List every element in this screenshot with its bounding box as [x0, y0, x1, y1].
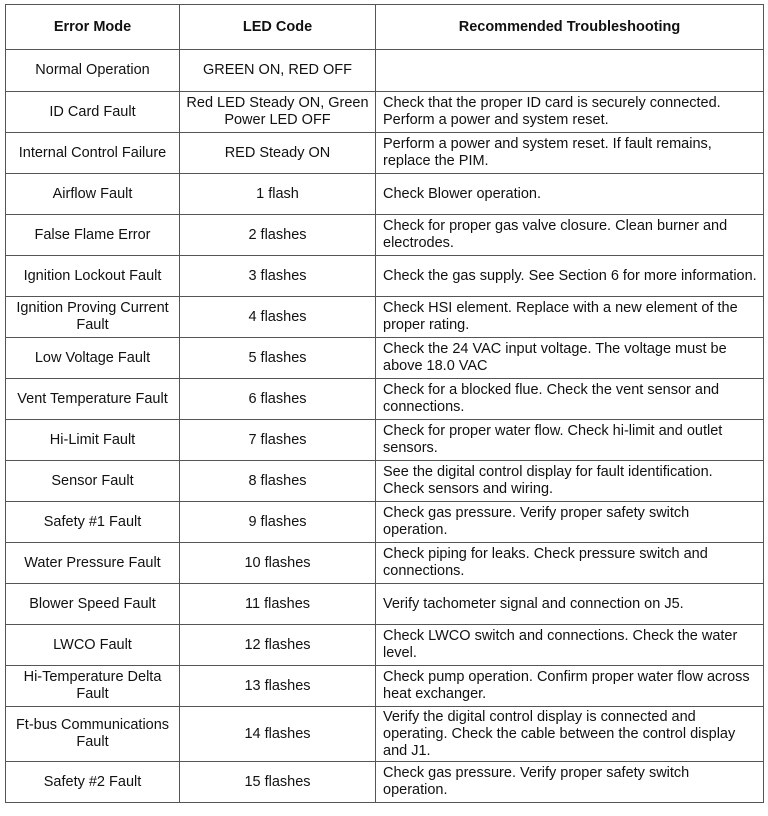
troubleshooting-cell: Verify tachometer signal and connection on J5.	[376, 584, 764, 625]
error-mode-cell: Ignition Lockout Fault	[6, 256, 180, 297]
table-row	[6, 133, 764, 174]
error-mode-cell: Vent Temperature Fault	[6, 379, 180, 420]
table-row	[6, 502, 764, 543]
error-mode-cell: Water Pressure Fault	[6, 543, 180, 584]
led-code-cell: 4 flashes	[180, 297, 376, 338]
led-code-cell: 9 flashes	[180, 502, 376, 543]
table-row	[6, 379, 764, 420]
table-row	[6, 174, 764, 215]
table-row	[6, 297, 764, 338]
table-row	[6, 420, 764, 461]
header-led-code: LED Code	[180, 5, 376, 50]
led-code-cell: 3 flashes	[180, 256, 376, 297]
led-code-cell: 15 flashes	[180, 762, 376, 803]
troubleshooting-table	[5, 4, 764, 803]
troubleshooting-cell: Check for proper gas valve closure. Clean burner and electrodes.	[376, 215, 764, 256]
troubleshooting-cell: Perform a power and system reset. If fault remains, replace the PIM.	[376, 133, 764, 174]
table-row	[6, 50, 764, 92]
troubleshooting-cell: Check LWCO switch and connections. Check the water level.	[376, 625, 764, 666]
header-error-mode: Error Mode	[6, 5, 180, 50]
led-code-cell: RED Steady ON	[180, 133, 376, 174]
troubleshooting-cell: Check the gas supply. See Section 6 for more information.	[376, 256, 764, 297]
led-code-cell: 12 flashes	[180, 625, 376, 666]
error-mode-cell: Hi-Limit Fault	[6, 420, 180, 461]
led-code-cell: 14 flashes	[180, 707, 376, 762]
troubleshooting-cell: Check for proper water flow. Check hi-limit and outlet sensors.	[376, 420, 764, 461]
table-row	[6, 92, 764, 133]
error-mode-cell: Ft-bus Communications Fault	[6, 707, 180, 762]
error-mode-cell: Safety #1 Fault	[6, 502, 180, 543]
troubleshooting-cell: See the digital control display for fault identification. Check sensors and wiring.	[376, 461, 764, 502]
table-row	[6, 584, 764, 625]
table-header-row	[6, 5, 764, 50]
error-mode-cell: Internal Control Failure	[6, 133, 180, 174]
troubleshooting-cell: Check HSI element. Replace with a new element of the proper rating.	[376, 297, 764, 338]
led-code-cell: 13 flashes	[180, 666, 376, 707]
troubleshooting-cell: Check the 24 VAC input voltage. The voltage must be above 18.0 VAC	[376, 338, 764, 379]
table-row	[6, 461, 764, 502]
table-row	[6, 707, 764, 762]
error-mode-cell: LWCO Fault	[6, 625, 180, 666]
led-code-cell: 11 flashes	[180, 584, 376, 625]
table-row	[6, 215, 764, 256]
led-code-cell: 5 flashes	[180, 338, 376, 379]
error-mode-cell: Low Voltage Fault	[6, 338, 180, 379]
error-mode-cell: Airflow Fault	[6, 174, 180, 215]
table-row	[6, 625, 764, 666]
troubleshooting-cell: Check pump operation. Confirm proper water flow across heat exchanger.	[376, 666, 764, 707]
led-code-cell: Red LED Steady ON, Green Power LED OFF	[180, 92, 376, 133]
table-row	[6, 762, 764, 803]
troubleshooting-cell: Check that the proper ID card is securely connected. Perform a power and system reset.	[376, 92, 764, 133]
led-code-cell: GREEN ON, RED OFF	[180, 50, 376, 92]
error-mode-cell: Normal Operation	[6, 50, 180, 92]
troubleshooting-cell: Check gas pressure. Verify proper safety switch operation.	[376, 502, 764, 543]
troubleshooting-cell: Check Blower operation.	[376, 174, 764, 215]
error-mode-cell: Ignition Proving Current Fault	[6, 297, 180, 338]
led-code-cell: 8 flashes	[180, 461, 376, 502]
troubleshooting-cell: Check piping for leaks. Check pressure switch and connections.	[376, 543, 764, 584]
led-code-cell: 10 flashes	[180, 543, 376, 584]
troubleshooting-cell: Check gas pressure. Verify proper safety switch operation.	[376, 762, 764, 803]
error-mode-cell: ID Card Fault	[6, 92, 180, 133]
led-code-cell: 7 flashes	[180, 420, 376, 461]
error-mode-cell: Hi-Temperature Delta Fault	[6, 666, 180, 707]
header-recommended-troubleshooting: Recommended Troubleshooting	[376, 5, 764, 50]
led-code-cell: 2 flashes	[180, 215, 376, 256]
error-mode-cell: Safety #2 Fault	[6, 762, 180, 803]
table-row	[6, 338, 764, 379]
troubleshooting-cell: Check for a blocked flue. Check the vent sensor and connections.	[376, 379, 764, 420]
led-code-cell: 6 flashes	[180, 379, 376, 420]
error-mode-cell: Sensor Fault	[6, 461, 180, 502]
table-row	[6, 543, 764, 584]
troubleshooting-cell	[376, 50, 764, 92]
error-mode-cell: Blower Speed Fault	[6, 584, 180, 625]
led-code-cell: 1 flash	[180, 174, 376, 215]
table-row	[6, 256, 764, 297]
error-mode-cell: False Flame Error	[6, 215, 180, 256]
troubleshooting-cell: Verify the digital control display is connected and operating. Check the cable between the control display and J1.	[376, 707, 764, 762]
table-row	[6, 666, 764, 707]
